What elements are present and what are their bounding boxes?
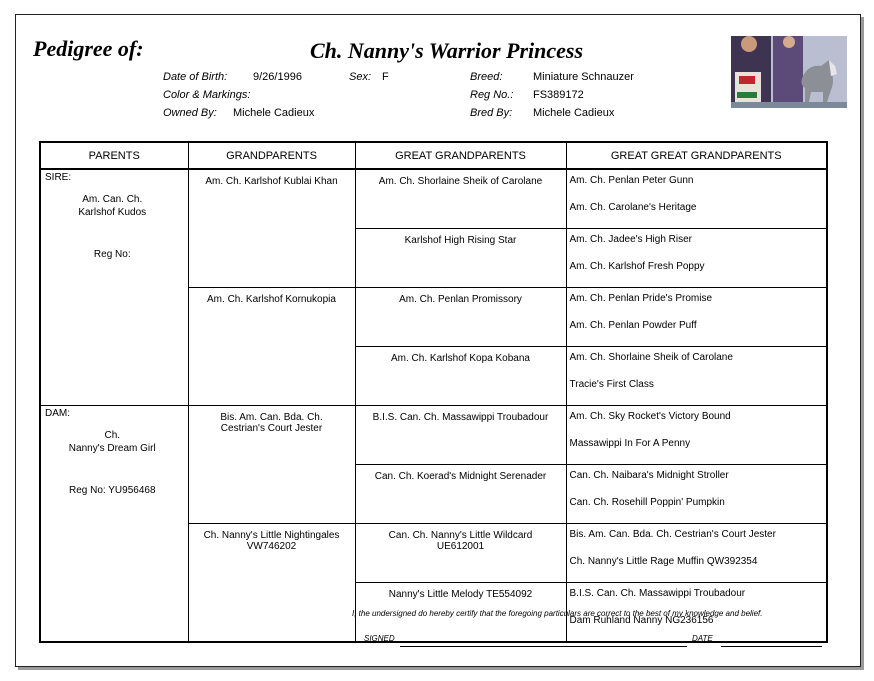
great-grandparent-cell: Karlshof High Rising Star: [355, 229, 566, 288]
col-grandparents: GRANDPARENTS: [188, 142, 355, 169]
col-parents: PARENTS: [40, 142, 188, 169]
reg-no-label: Reg No.:: [470, 89, 514, 101]
great-grandparent-cell: Am. Ch. Shorlaine Sheik of Carolane: [355, 169, 566, 229]
dog-name-title: Ch. Nanny's Warrior Princess: [309, 38, 584, 63]
signed-label: SIGNED: [364, 634, 395, 643]
sire-cell: [40, 169, 188, 406]
color-markings-label: Color & Markings:: [163, 89, 251, 101]
show-dog-photo: [731, 36, 847, 108]
grandparent-cell: Am. Ch. Karlshof Kublai Khan: [188, 169, 355, 288]
reg-no-value: FS389172: [533, 89, 584, 101]
sex-label: Sex:: [349, 71, 372, 83]
breed-label: Breed:: [470, 71, 503, 83]
grandparent-cell: Ch. Nanny's Little Nightingales VW746202: [188, 524, 355, 643]
dob-label: Date of Birth:: [163, 71, 228, 83]
sire-reg: Reg No:: [93, 249, 131, 260]
great-grandparent-cell: Can. Ch. Koerad's Midnight Serenader: [355, 465, 566, 524]
dam-name: Ch. Nanny's Dream Girl: [68, 430, 156, 454]
col-great-grandparents: GREAT GRANDPARENTS: [355, 142, 566, 169]
date-label: DATE: [692, 634, 713, 643]
great-grandparent-cell: B.I.S. Can. Ch. Massawippi Troubadour: [355, 406, 566, 465]
dam-reg: Reg No: YU956468: [68, 485, 156, 496]
photo-image: [731, 36, 847, 108]
great-great-grandparent-cell: Am. Ch. Shorlaine Sheik of Carolane Tracie's First Class: [566, 347, 827, 406]
great-great-grandparent-cell: Am. Ch. Sky Rocket's Victory Bound Massawippi In For A Penny: [566, 406, 827, 465]
date-line[interactable]: [721, 646, 822, 647]
dam-cell: [40, 406, 188, 643]
great-grandparent-cell: Nanny's Little Melody TE554092: [355, 583, 566, 643]
bred-by-label: Bred By:: [470, 107, 513, 119]
great-grandparent-cell: Can. Ch. Nanny's Little Wildcard UE612001: [355, 524, 566, 583]
great-great-grandparent-cell: Am. Ch. Jadee's High Riser Am. Ch. Karlshof Fresh Poppy: [566, 229, 827, 288]
certification-statement: I, the undersigned do hereby certify that the foregoing particulars are correct to the best of my knowledge and belief.: [352, 609, 763, 618]
dob-value: 9/26/1996: [253, 71, 302, 83]
grandparent-cell: Am. Ch. Karlshof Kornukopia: [188, 288, 355, 406]
breed-value: Miniature Schnauzer: [533, 71, 634, 83]
great-great-grandparent-cell: Am. Ch. Penlan Peter Gunn Am. Ch. Carolane's Heritage: [566, 169, 827, 229]
pedigree-table: [39, 141, 828, 643]
dam-role: DAM:: [45, 408, 70, 419]
great-grandparent-cell: Am. Ch. Penlan Promissory: [355, 288, 566, 347]
sire-name: Am. Can. Ch. Karlshof Kudos: [78, 194, 147, 218]
signature-line[interactable]: [400, 646, 687, 647]
owner-value: Michele Cadieux: [233, 107, 315, 119]
breeder-value: Michele Cadieux: [533, 107, 615, 119]
grandparent-cell: Bis. Am. Can. Bda. Ch. Cestrian's Court Jester: [188, 406, 355, 524]
sire-role: SIRE:: [45, 172, 72, 183]
great-grandparent-cell: Am. Ch. Karlshof Kopa Kobana: [355, 347, 566, 406]
great-great-grandparent-cell: Am. Ch. Penlan Pride's Promise Am. Ch. Penlan Powder Puff: [566, 288, 827, 347]
great-great-grandparent-cell: B.I.S. Can. Ch. Massawippi Troubadour Dam Ruhland Nanny NG236156: [566, 583, 827, 643]
column-header-row: [40, 142, 827, 169]
great-great-grandparent-cell: Can. Ch. Naibara's Midnight Stroller Can. Ch. Rosehill Poppin' Pumpkin: [566, 465, 827, 524]
col-great-great-grandparents: GREAT GREAT GRANDPARENTS: [566, 142, 827, 169]
great-great-grandparent-cell: Bis. Am. Can. Bda. Ch. Cestrian's Court Jester Ch. Nanny's Little Rage Muffin QW392354: [566, 524, 827, 583]
sex-value: F: [382, 71, 389, 83]
owned-by-label: Owned By:: [163, 107, 217, 119]
pedigree-of-label: Pedigree of:: [33, 36, 144, 61]
